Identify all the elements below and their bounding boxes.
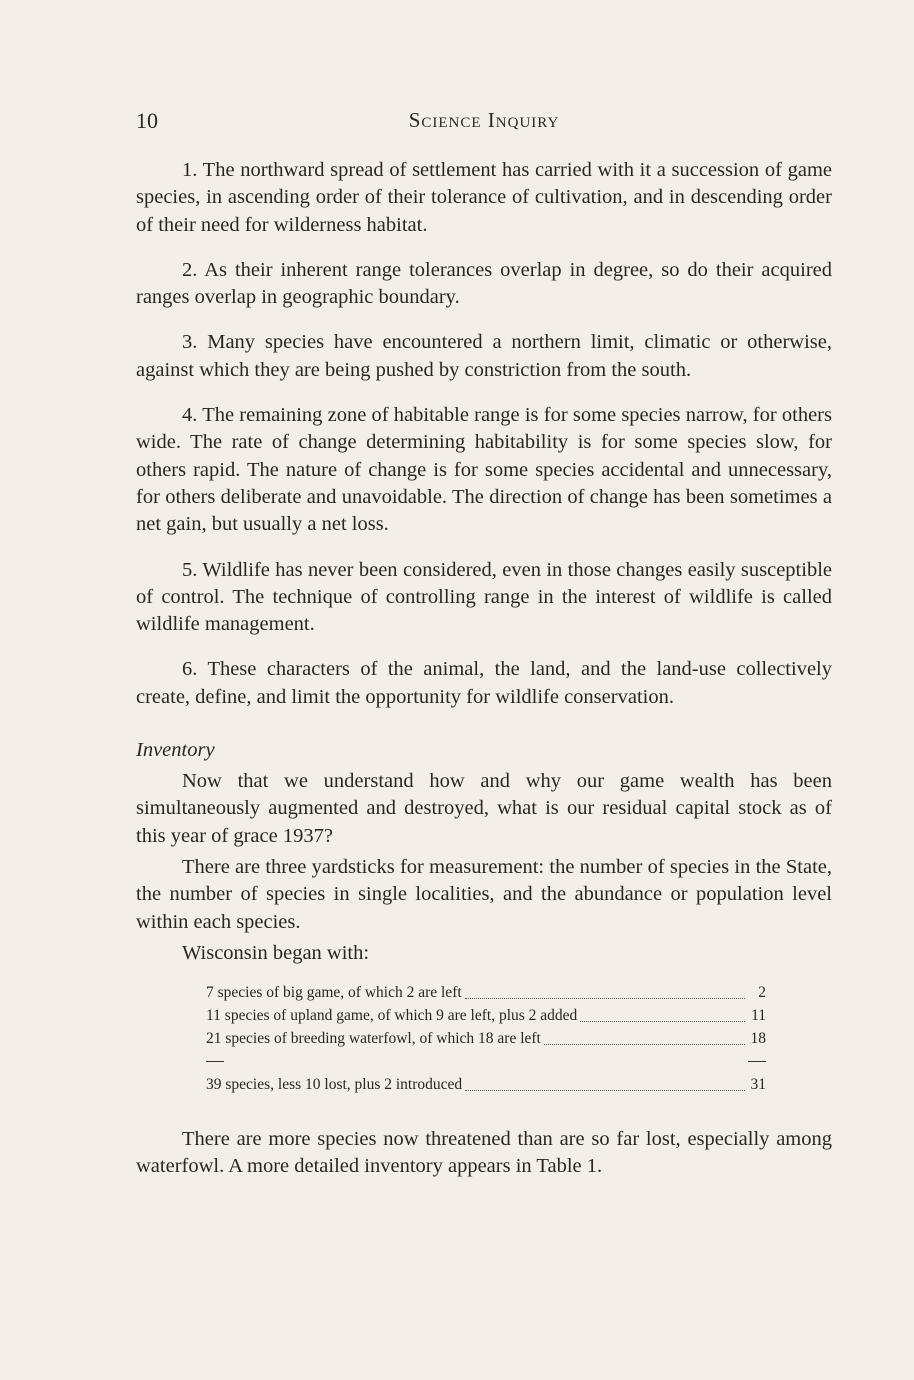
- tally-total-value: 31: [750, 1076, 766, 1094]
- numbered-point-4: 4. The remaining zone of habitable range is for some species narrow, for others wide. The rate of change determining habitability is for some species slow, for others rapid. The nature of change is for some species accidental and unnecessary, for others deliberate and unavoidable. The direction of change has been sometimes a net gain, but usually a net loss.: [136, 404, 832, 536]
- tally-row: [206, 1027, 766, 1050]
- tally-row: [206, 981, 766, 1004]
- numbered-point-6: 6. These characters of the animal, the land, and the land-use collectively create, define, and limit the opportunity for wildlife conservation.: [136, 658, 832, 708]
- tally-total-label: 39 species, less 10 lost, plus 2 introduced: [206, 1076, 463, 1094]
- tally-row-value: 2: [758, 984, 766, 1002]
- inventory-paragraph-1: Now that we understand how and why our game wealth has been simultaneously augmented and destroyed, what is our residual capital stock as of this year of grace 1937?: [136, 770, 832, 847]
- species-tally: [206, 981, 766, 1096]
- inventory-paragraph-3: Wisconsin began with:: [182, 941, 370, 964]
- tally-row-value: 18: [750, 1030, 766, 1048]
- leader-dots: [544, 1044, 745, 1045]
- numbered-point-1: 1. The northward spread of settlement has carried with it a succession of game species, in ascending order of their tolerance of cultivation, and in descending order of their need for wilderness habitat.: [136, 159, 832, 236]
- rule-left: [206, 1061, 224, 1062]
- leader-dots: [465, 1090, 745, 1091]
- leader-dots: [580, 1021, 745, 1022]
- running-title: Science Inquiry: [408, 108, 560, 132]
- tally-row-label: 11 species of upland game, of which 9 are left, plus 2 added: [206, 1007, 578, 1025]
- running-head: [136, 108, 832, 138]
- page-number: 10: [136, 108, 158, 133]
- closing-paragraph: There are more species now threatened than are so far lost, especially among waterfowl. A more detailed inventory appears in Table 1.: [136, 1128, 832, 1178]
- tally-row-label: 7 species of big game, of which 2 are left: [206, 984, 462, 1002]
- leader-dots: [465, 998, 745, 999]
- numbered-point-2: 2. As their inherent range tolerances overlap in degree, so do their acquired ranges overlap in geographic boundary.: [136, 258, 832, 309]
- section-heading-inventory: Inventory: [136, 739, 215, 762]
- inventory-paragraph-2: There are three yardsticks for measurement: the number of species in the State, the number of species in single localities, and the abundance or population level within each species.: [136, 855, 832, 933]
- tally-row: [206, 1004, 766, 1027]
- numbered-point-5: 5. Wildlife has never been considered, even in those changes easily susceptible of control. The technique of controlling range in the interest of wildlife is called wildlife management.: [136, 558, 832, 636]
- body-text: [136, 157, 832, 1199]
- tally-total-row: [206, 1073, 766, 1096]
- tally-row-label: 21 species of breeding waterfowl, of which 18 are left: [206, 1030, 541, 1048]
- rule-right: [748, 1061, 766, 1062]
- tally-row-value: 11: [751, 1007, 766, 1025]
- numbered-point-3: 3. Many species have encountered a northern limit, climatic or otherwise, against which they are being pushed by constriction from the south.: [136, 331, 832, 381]
- sum-rule: [206, 1050, 766, 1073]
